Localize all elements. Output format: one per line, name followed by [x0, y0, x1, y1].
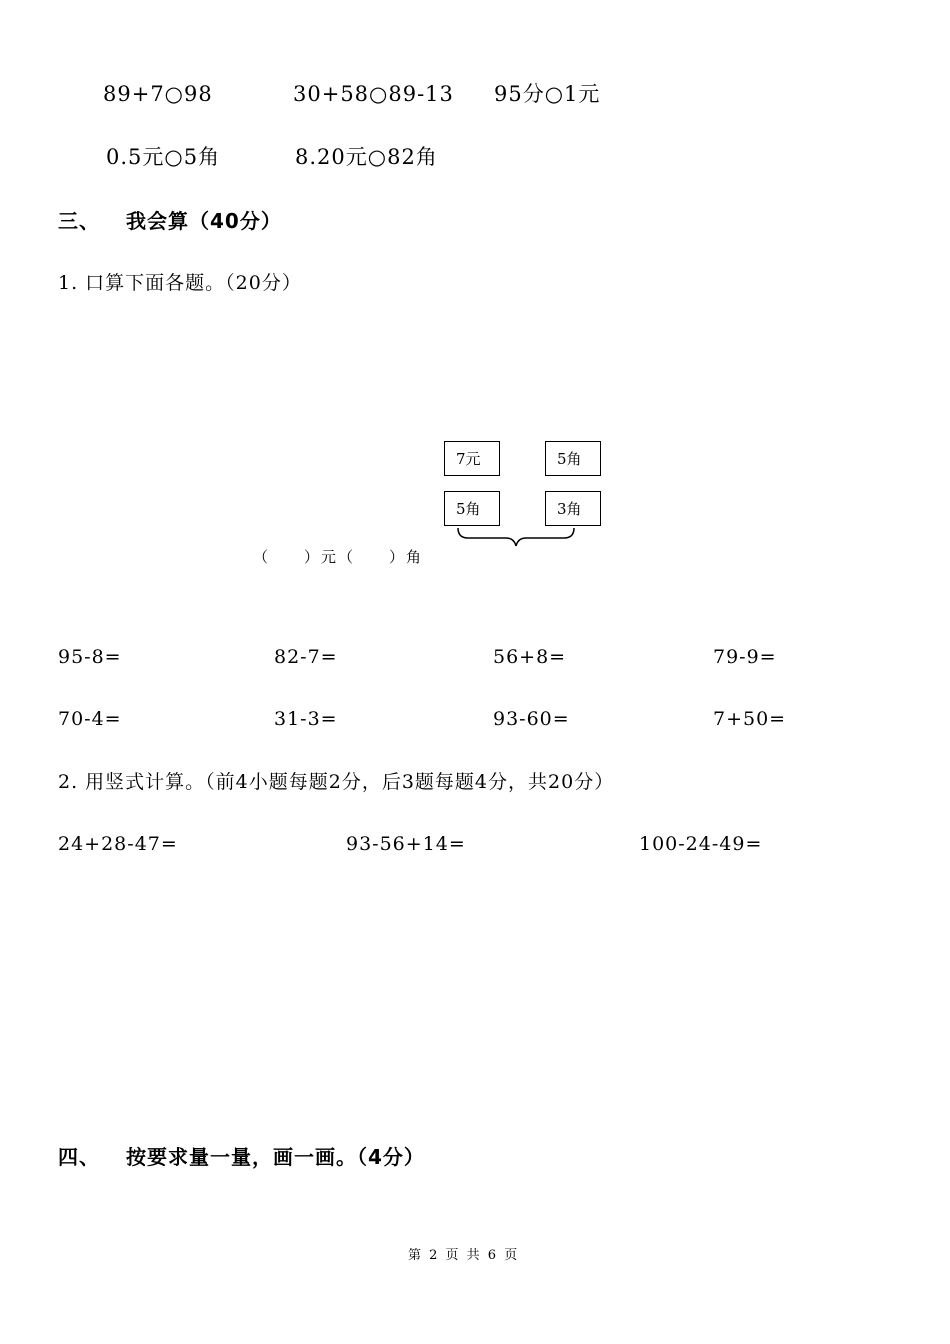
- oral-problem: 56+8=: [493, 646, 567, 668]
- compare-item: 95分○1元: [494, 82, 601, 106]
- money-box: [444, 491, 500, 526]
- oral-problem: 95-8=: [58, 646, 122, 668]
- money-box-label: 3角: [557, 500, 582, 518]
- money-box: [444, 441, 500, 476]
- page-footer: 第 2 页 共 6 页: [408, 1248, 520, 1263]
- money-box-label: 5角: [557, 450, 582, 468]
- money-box-label: 7元: [456, 450, 481, 468]
- compare-item: 30+58○89-13: [293, 82, 454, 106]
- brace-icon: [456, 528, 576, 548]
- oral-problem: 93-60=: [493, 708, 570, 730]
- compare-item: 8.20元○82角: [295, 145, 438, 169]
- vertical-calc-problem: 93-56+14=: [346, 833, 466, 855]
- vertical-calc-problem: 24+28-47=: [58, 833, 178, 855]
- section-title: 我会算（40分）: [126, 209, 282, 233]
- oral-problem: 82-7=: [274, 646, 338, 668]
- question-title: 1. 口算下面各题。（20分）: [58, 272, 302, 294]
- section-number: 四、: [58, 1145, 100, 1169]
- section-title: 按要求量一量，画一画。（4分）: [126, 1145, 425, 1169]
- compare-item: 0.5元○5角: [106, 145, 221, 169]
- money-box: [545, 441, 601, 476]
- oral-problem: 70-4=: [58, 708, 122, 730]
- section-number: 三、: [58, 209, 100, 233]
- money-box-label: 5角: [456, 500, 481, 518]
- money-answer-blank[interactable]: （ ）元（ ）角: [253, 548, 424, 566]
- oral-problem: 31-3=: [274, 708, 338, 730]
- oral-problem: 7+50=: [713, 708, 787, 730]
- compare-item: 89+7○98: [103, 82, 213, 106]
- question-title: 2. 用竖式计算。（前4小题每题2分，后3题每题4分，共20分）: [58, 771, 615, 793]
- vertical-calc-problem: 100-24-49=: [639, 833, 763, 855]
- money-box: [545, 491, 601, 526]
- oral-problem: 79-9=: [713, 646, 777, 668]
